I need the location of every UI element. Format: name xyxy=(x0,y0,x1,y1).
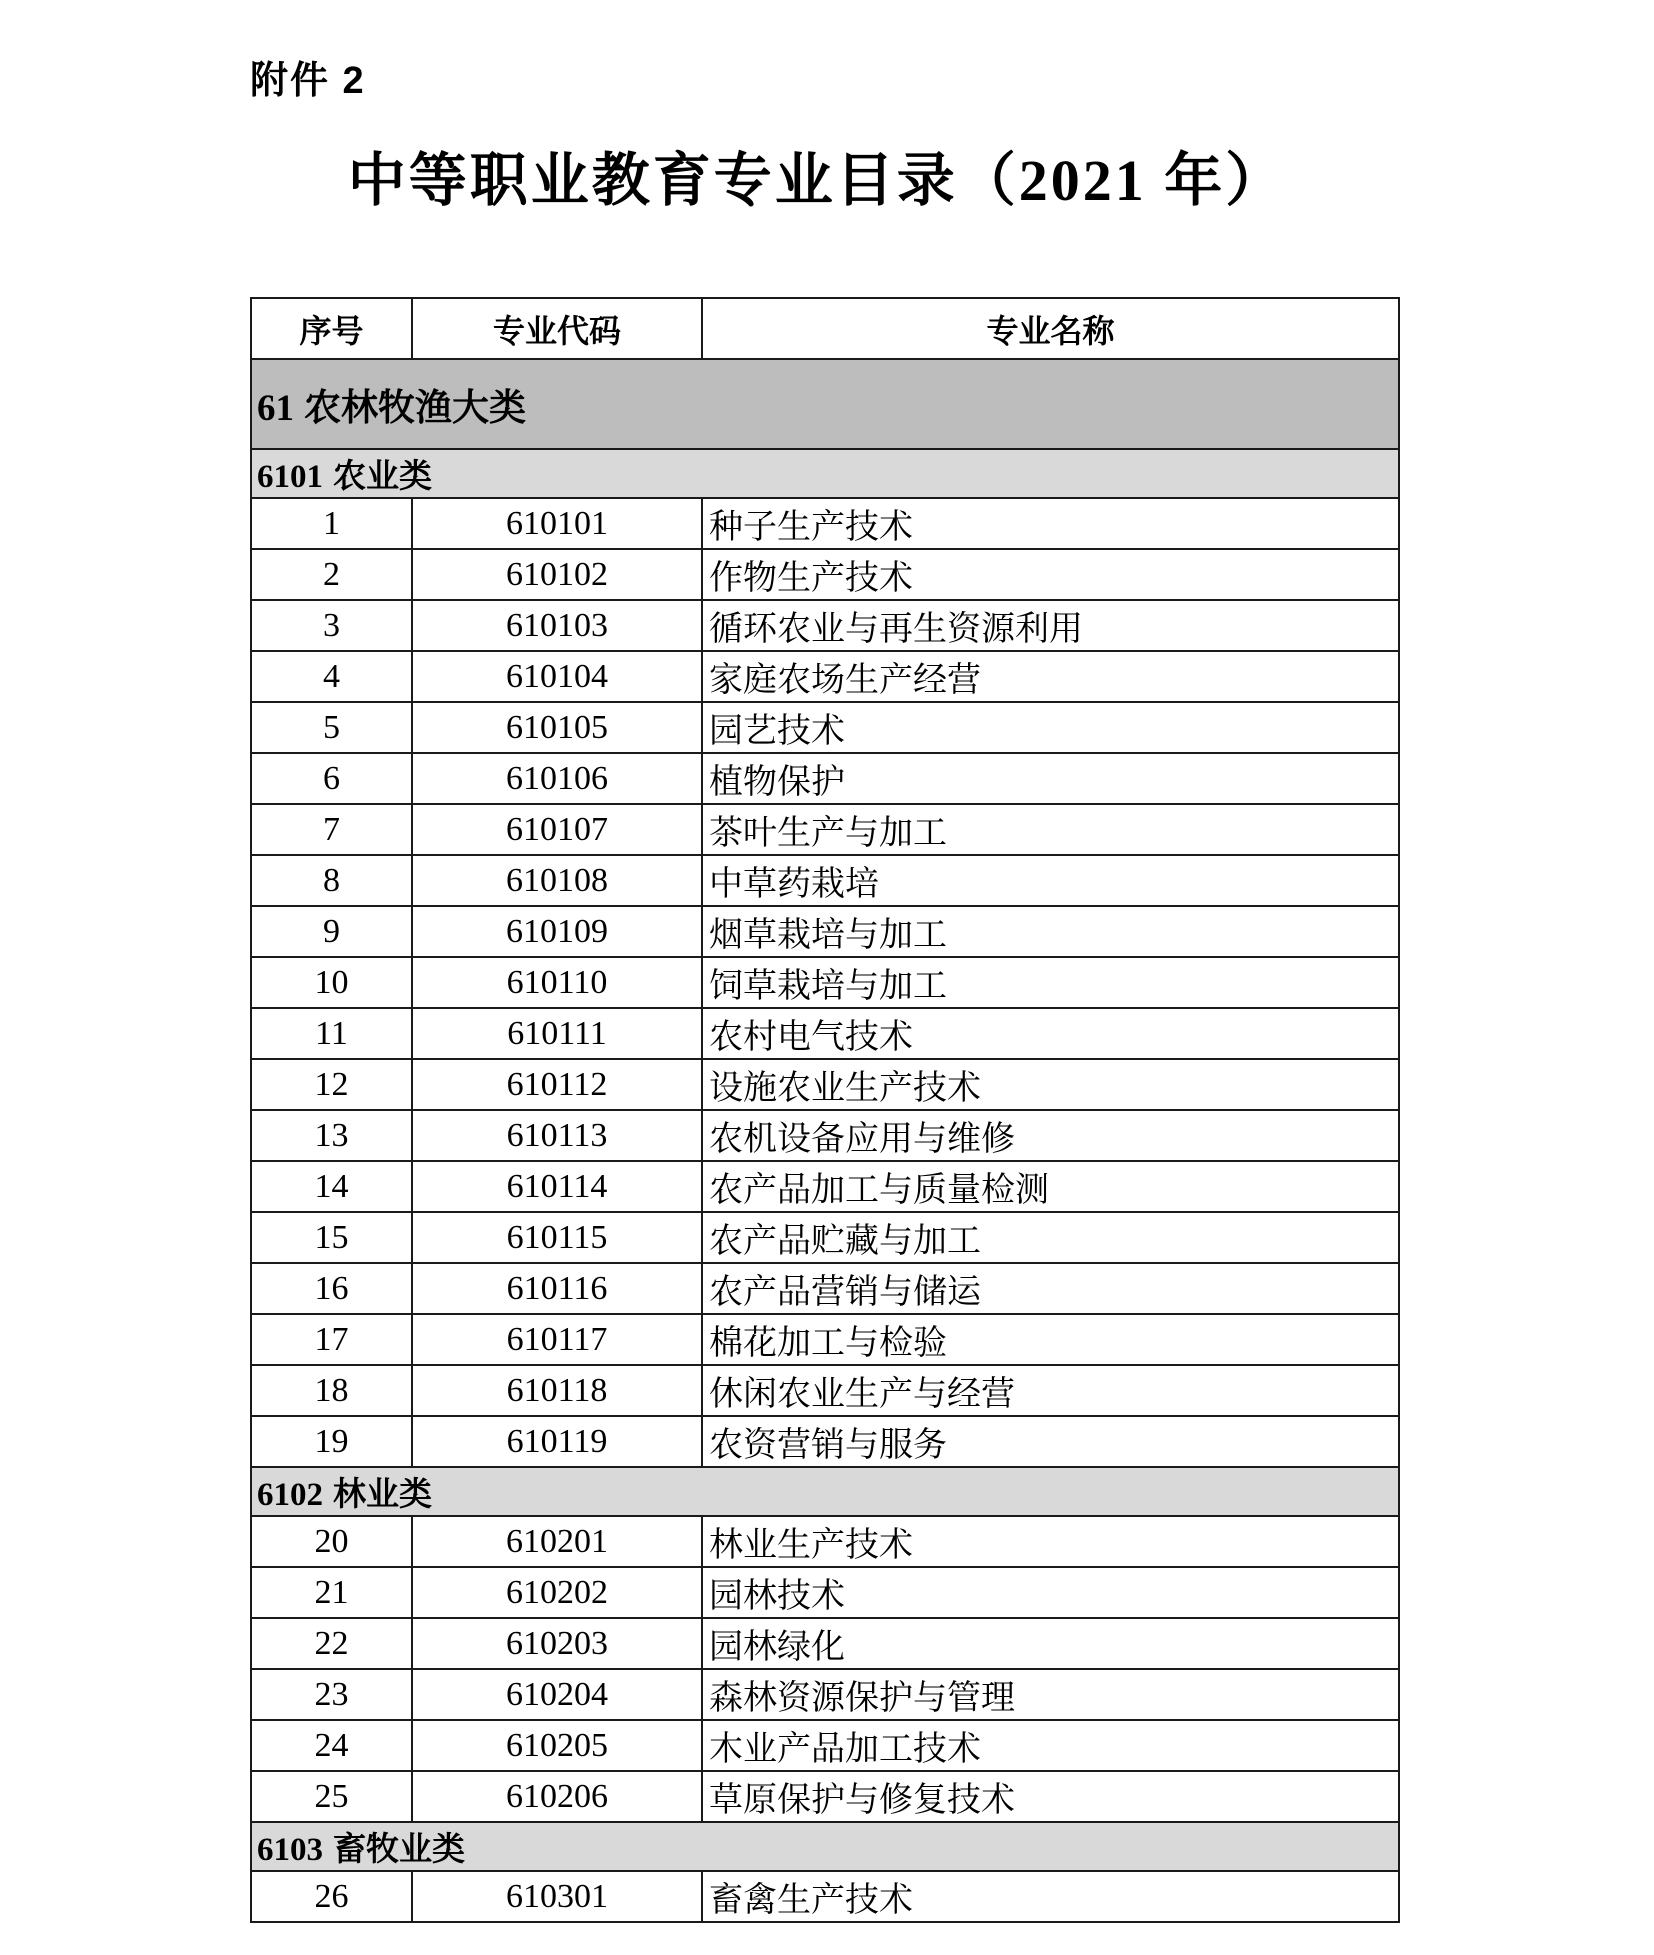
row-index-cell: 9 xyxy=(251,906,412,957)
section-row-sub xyxy=(251,1822,1399,1871)
row-code-cell: 610202 xyxy=(412,1567,702,1618)
row-code-cell: 610112 xyxy=(412,1059,702,1110)
row-index-cell: 19 xyxy=(251,1416,412,1467)
row-name-cell: 植物保护 xyxy=(702,753,1399,804)
row-code-cell: 610104 xyxy=(412,651,702,702)
row-name-cell: 园艺技术 xyxy=(702,702,1399,753)
row-name-cell: 家庭农场生产经营 xyxy=(702,651,1399,702)
row-index-cell: 5 xyxy=(251,702,412,753)
row-index-cell: 21 xyxy=(251,1567,412,1618)
row-code-cell: 610113 xyxy=(412,1110,702,1161)
row-index-cell: 23 xyxy=(251,1669,412,1720)
section-number: 6101 xyxy=(257,459,323,495)
table-row xyxy=(251,1212,1399,1263)
row-code-cell: 610301 xyxy=(412,1871,702,1922)
table-row xyxy=(251,1161,1399,1212)
row-name-cell: 林业生产技术 xyxy=(702,1516,1399,1567)
row-name-cell: 农机设备应用与维修 xyxy=(702,1110,1399,1161)
table-row xyxy=(251,1365,1399,1416)
row-index-cell: 8 xyxy=(251,855,412,906)
row-name-cell: 饲草栽培与加工 xyxy=(702,957,1399,1008)
row-index-cell: 1 xyxy=(251,498,412,549)
row-name-cell: 农产品加工与质量检测 xyxy=(702,1161,1399,1212)
table-row xyxy=(251,600,1399,651)
row-index-cell: 6 xyxy=(251,753,412,804)
table-row xyxy=(251,498,1399,549)
section-label-cell xyxy=(251,1822,1399,1871)
section-number: 6102 xyxy=(257,1477,323,1513)
row-code-cell: 610105 xyxy=(412,702,702,753)
row-index-cell: 4 xyxy=(251,651,412,702)
table-row xyxy=(251,1516,1399,1567)
table-row xyxy=(251,1008,1399,1059)
row-name-cell: 作物生产技术 xyxy=(702,549,1399,600)
table-row xyxy=(251,1059,1399,1110)
row-name-cell: 农村电气技术 xyxy=(702,1008,1399,1059)
row-code-cell: 610119 xyxy=(412,1416,702,1467)
table-row xyxy=(251,1263,1399,1314)
section-name: 畜牧业类 xyxy=(333,1830,465,1867)
section-label-cell xyxy=(251,359,1399,449)
row-code-cell: 610107 xyxy=(412,804,702,855)
section-label-cell xyxy=(251,1467,1399,1516)
row-name-cell: 休闲农业生产与经营 xyxy=(702,1365,1399,1416)
row-name-cell: 棉花加工与检验 xyxy=(702,1314,1399,1365)
row-name-cell: 循环农业与再生资源利用 xyxy=(702,600,1399,651)
row-index-cell: 20 xyxy=(251,1516,412,1567)
section-number: 6103 xyxy=(257,1832,323,1868)
row-index-cell: 15 xyxy=(251,1212,412,1263)
table-row xyxy=(251,1669,1399,1720)
row-name-cell: 中草药栽培 xyxy=(702,855,1399,906)
row-name-cell: 农产品贮藏与加工 xyxy=(702,1212,1399,1263)
row-code-cell: 610103 xyxy=(412,600,702,651)
row-name-cell: 园林技术 xyxy=(702,1567,1399,1618)
section-name: 农业类 xyxy=(333,457,432,494)
section-row-sub xyxy=(251,1467,1399,1516)
row-name-cell: 森林资源保护与管理 xyxy=(702,1669,1399,1720)
row-name-cell: 农资营销与服务 xyxy=(702,1416,1399,1467)
table-row xyxy=(251,1110,1399,1161)
column-header-code: 专业代码 xyxy=(412,298,702,359)
table-row xyxy=(251,753,1399,804)
table-row xyxy=(251,957,1399,1008)
table-row xyxy=(251,702,1399,753)
row-index-cell: 25 xyxy=(251,1771,412,1822)
column-header-name: 专业名称 xyxy=(702,298,1399,359)
row-code-cell: 610205 xyxy=(412,1720,702,1771)
row-code-cell: 610115 xyxy=(412,1212,702,1263)
section-name: 林业类 xyxy=(333,1475,432,1512)
table-row xyxy=(251,804,1399,855)
section-label-cell xyxy=(251,449,1399,498)
row-index-cell: 2 xyxy=(251,549,412,600)
row-code-cell: 610117 xyxy=(412,1314,702,1365)
row-index-cell: 10 xyxy=(251,957,412,1008)
table-header-row xyxy=(251,298,1399,359)
table-row xyxy=(251,651,1399,702)
table-row xyxy=(251,1871,1399,1922)
column-header-index: 序号 xyxy=(251,298,412,359)
specialty-catalog-table xyxy=(250,297,1400,1923)
row-code-cell: 610201 xyxy=(412,1516,702,1567)
row-index-cell: 18 xyxy=(251,1365,412,1416)
row-index-cell: 14 xyxy=(251,1161,412,1212)
row-name-cell: 畜禽生产技术 xyxy=(702,1871,1399,1922)
section-name: 农林牧渔大类 xyxy=(304,387,526,428)
row-code-cell: 610110 xyxy=(412,957,702,1008)
section-number: 61 xyxy=(257,388,294,429)
row-name-cell: 园林绿化 xyxy=(702,1618,1399,1669)
row-index-cell: 11 xyxy=(251,1008,412,1059)
table-row xyxy=(251,1771,1399,1822)
section-row-sub xyxy=(251,449,1399,498)
catalog-table-body xyxy=(251,359,1399,1922)
table-row xyxy=(251,1720,1399,1771)
row-index-cell: 17 xyxy=(251,1314,412,1365)
row-code-cell: 610111 xyxy=(412,1008,702,1059)
row-name-cell: 木业产品加工技术 xyxy=(702,1720,1399,1771)
page-title: 中等职业教育专业目录（2021 年） xyxy=(347,148,1287,213)
row-code-cell: 610114 xyxy=(412,1161,702,1212)
row-code-cell: 610106 xyxy=(412,753,702,804)
row-index-cell: 12 xyxy=(251,1059,412,1110)
table-row xyxy=(251,855,1399,906)
table-row xyxy=(251,906,1399,957)
row-name-cell: 种子生产技术 xyxy=(702,498,1399,549)
table-row xyxy=(251,1618,1399,1669)
row-name-cell: 茶叶生产与加工 xyxy=(702,804,1399,855)
row-index-cell: 7 xyxy=(251,804,412,855)
row-code-cell: 610101 xyxy=(412,498,702,549)
table-row xyxy=(251,1416,1399,1467)
row-name-cell: 草原保护与修复技术 xyxy=(702,1771,1399,1822)
row-name-cell: 烟草栽培与加工 xyxy=(702,906,1399,957)
row-index-cell: 13 xyxy=(251,1110,412,1161)
row-index-cell: 22 xyxy=(251,1618,412,1669)
row-index-cell: 3 xyxy=(251,600,412,651)
row-code-cell: 610204 xyxy=(412,1669,702,1720)
row-name-cell: 农产品营销与储运 xyxy=(702,1263,1399,1314)
table-row xyxy=(251,549,1399,600)
row-name-cell: 设施农业生产技术 xyxy=(702,1059,1399,1110)
table-row xyxy=(251,1314,1399,1365)
row-code-cell: 610102 xyxy=(412,549,702,600)
attachment-label: 附件 2 xyxy=(250,60,366,102)
row-code-cell: 610206 xyxy=(412,1771,702,1822)
row-index-cell: 26 xyxy=(251,1871,412,1922)
row-code-cell: 610203 xyxy=(412,1618,702,1669)
row-code-cell: 610108 xyxy=(412,855,702,906)
table-row xyxy=(251,1567,1399,1618)
row-index-cell: 24 xyxy=(251,1720,412,1771)
row-index-cell: 16 xyxy=(251,1263,412,1314)
row-code-cell: 610109 xyxy=(412,906,702,957)
section-row-major xyxy=(251,359,1399,449)
row-code-cell: 610116 xyxy=(412,1263,702,1314)
row-code-cell: 610118 xyxy=(412,1365,702,1416)
